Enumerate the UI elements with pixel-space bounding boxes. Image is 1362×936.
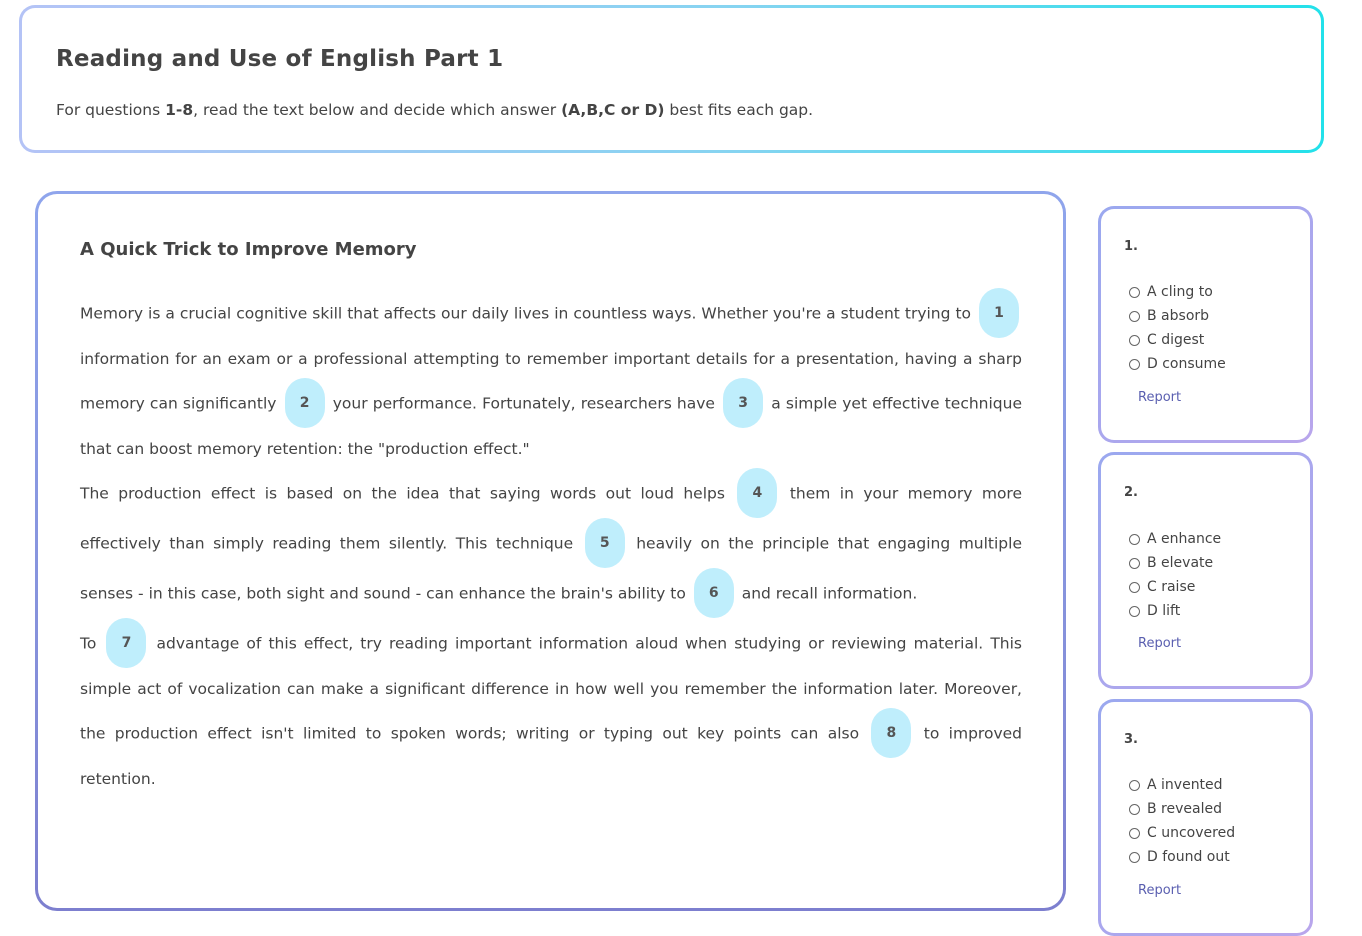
- page-title: Reading and Use of English Part 1: [56, 46, 504, 72]
- option-label: D lift: [1147, 603, 1181, 619]
- radio-button[interactable]: [1129, 359, 1140, 370]
- option-label: A invented: [1147, 777, 1223, 793]
- option-label: B revealed: [1147, 801, 1222, 817]
- instr-text-3: best fits each gap.: [664, 101, 814, 119]
- passage-panel: [35, 191, 1066, 911]
- passage-segment: and recall information.: [736, 584, 918, 603]
- passage-segment: advantage of this effect, try reading important information aloud when studying or reviewing material. This simple act of vocalization can make a significant difference in how well you remember the information later. Moreover, the production effect isn't limited to spoken words; writing or typing out key points can also: [80, 634, 1023, 743]
- option-d[interactable]: [1129, 601, 1180, 621]
- passage-segment: The production effect is based on the idea that saying words out loud helps: [80, 484, 735, 503]
- gap-6[interactable]: 6: [694, 568, 734, 618]
- gap-8[interactable]: 8: [871, 708, 911, 758]
- option-label: C digest: [1147, 332, 1205, 348]
- option-a[interactable]: [1129, 282, 1213, 302]
- answer-options-hint: (A,B,C or D): [561, 101, 665, 119]
- passage-paragraph-3: [80, 619, 1022, 799]
- question-card-1: [1098, 206, 1313, 443]
- question-number: 3.: [1124, 732, 1138, 747]
- option-c[interactable]: [1129, 330, 1204, 350]
- passage-paragraph-2: [80, 469, 1022, 619]
- radio-button[interactable]: [1129, 804, 1140, 815]
- passage-segment: a simple yet effective technique that can boost memory retention: the "production effect.": [80, 394, 1022, 458]
- option-label: B absorb: [1147, 308, 1210, 324]
- option-b[interactable]: [1129, 306, 1209, 326]
- instructions-header: [19, 5, 1324, 153]
- radio-button[interactable]: [1129, 311, 1140, 322]
- option-label: D found out: [1147, 849, 1230, 865]
- gap-4[interactable]: 4: [737, 468, 777, 518]
- gap-5[interactable]: 5: [585, 518, 625, 568]
- radio-button[interactable]: [1129, 606, 1140, 617]
- instructions-text: [56, 101, 813, 119]
- passage-segment: them in your memory more effectively than simply reading them silently. This technique: [80, 484, 1022, 553]
- report-link[interactable]: Report: [1138, 390, 1182, 405]
- radio-button[interactable]: [1129, 335, 1140, 346]
- gap-3[interactable]: 3: [723, 378, 763, 428]
- report-link[interactable]: Report: [1138, 883, 1182, 898]
- option-label: D consume: [1147, 356, 1226, 372]
- passage-title: A Quick Trick to Improve Memory: [80, 239, 417, 260]
- option-label: A cling to: [1147, 284, 1213, 300]
- gap-2[interactable]: 2: [285, 378, 325, 428]
- passage-segment: To: [80, 634, 104, 653]
- passage-segment: information for an exam or a professional attempting to remember important details for a presentation, having a sharp memory can significantly: [80, 350, 1022, 413]
- option-d[interactable]: [1129, 354, 1226, 374]
- report-link[interactable]: Report: [1138, 636, 1182, 651]
- question-number: 2.: [1124, 485, 1138, 500]
- option-b[interactable]: [1129, 799, 1222, 819]
- option-b[interactable]: [1129, 553, 1213, 573]
- question-number: 1.: [1124, 239, 1138, 254]
- radio-button[interactable]: [1129, 780, 1140, 791]
- gap-7[interactable]: 7: [106, 618, 146, 668]
- option-d[interactable]: [1129, 847, 1230, 867]
- passage-segment: your performance. Fortunately, researchers have: [327, 394, 721, 413]
- radio-button[interactable]: [1129, 534, 1140, 545]
- option-a[interactable]: [1129, 529, 1221, 549]
- passage-paragraph-1: [80, 289, 1022, 469]
- question-card-2: [1098, 452, 1313, 689]
- gap-1[interactable]: 1: [979, 288, 1019, 338]
- passage-segment: to improved retention.: [80, 724, 1022, 788]
- option-c[interactable]: [1129, 823, 1235, 843]
- option-c[interactable]: [1129, 577, 1195, 597]
- instr-text-1: For questions: [56, 101, 166, 119]
- passage-text: [80, 289, 1022, 799]
- radio-button[interactable]: [1129, 852, 1140, 863]
- option-label: C raise: [1147, 579, 1196, 595]
- passage-segment: heavily on the principle that engaging multiple senses - in this case, both sight and sound - can enhance the brain's ability to: [80, 534, 1022, 603]
- question-card-3: [1098, 699, 1313, 936]
- option-label: B elevate: [1147, 555, 1214, 571]
- radio-button[interactable]: [1129, 582, 1140, 593]
- instr-text-2: , read the text below and decide which answer: [193, 101, 562, 119]
- option-label: C uncovered: [1147, 825, 1236, 841]
- option-a[interactable]: [1129, 775, 1223, 795]
- passage-segment: Memory is a crucial cognitive skill that affects our daily lives in countless ways. Whether you're a student trying to: [80, 304, 976, 323]
- radio-button[interactable]: [1129, 287, 1140, 298]
- question-range: 1-8: [165, 101, 194, 119]
- radio-button[interactable]: [1129, 558, 1140, 569]
- option-label: A enhance: [1147, 531, 1222, 547]
- radio-button[interactable]: [1129, 828, 1140, 839]
